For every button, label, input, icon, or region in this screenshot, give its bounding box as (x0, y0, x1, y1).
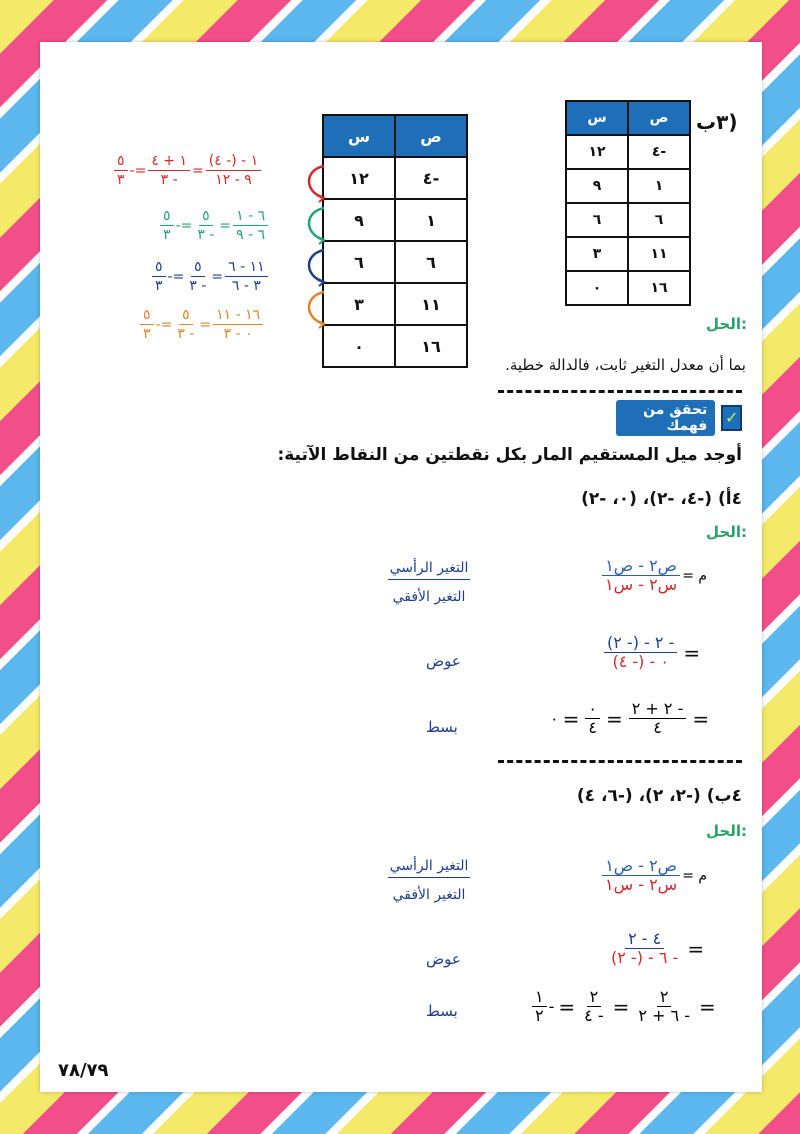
exercise-3b-label: ٣ب) (696, 110, 738, 134)
fraction-denominator: ٤ (588, 718, 597, 737)
q4a-change-ratio (388, 560, 470, 605)
cell: ١٢ (566, 135, 628, 169)
fraction-numerator: ١١ - ٦ (225, 258, 268, 277)
conclusion-text: بما أن معدل التغير ثابت، فالدالة خطية. (505, 356, 746, 374)
fraction-numerator: ص٢ - ص١ (602, 857, 680, 876)
cell: ١ (628, 169, 690, 203)
cell: ٩ (566, 169, 628, 203)
fraction-denominator: ٦ - ٩ (236, 227, 266, 243)
cell: ٤- (395, 157, 467, 199)
fraction-denominator: ٣ (155, 278, 163, 294)
slope-row-2: $\frac{٦ - ١}{٦ - ٩}$ = $\frac{٥}{- ٣}$ = - $\frac{٥}{٣}$ (158, 207, 270, 244)
fraction-numerator: ٥ (191, 258, 205, 277)
table-row (566, 169, 690, 203)
instruction-text: أوجد ميل المستقيم المار بكل نقطتين من النقاط الآتية: (277, 445, 742, 465)
cell: ٤- (628, 135, 690, 169)
fraction-denominator: س٢ - س١ (605, 575, 678, 594)
fraction-denominator: ٩ - ١٢ (215, 172, 252, 188)
fraction-numerator: - ٢ + ٢ (629, 700, 687, 719)
question-points: (-٤، -٢)، (٠، -٢) (581, 489, 713, 509)
fraction-denominator: ٠ - (- ٤) (612, 652, 669, 671)
table-header-y: ص (395, 115, 467, 157)
fraction-denominator: س٢ - س١ (605, 875, 678, 894)
sign: - (167, 268, 173, 285)
slope-row-4: $\frac{١٦ - ١١}{٠ - ٣}$ = $\frac{٥}{- ٣}$ = - $\frac{٥}{٣}$ (138, 306, 265, 343)
simplify-label: بسط (426, 1002, 458, 1020)
fraction-denominator: - ٣ (189, 278, 207, 294)
sign: - (548, 997, 555, 1016)
table-row (323, 241, 467, 283)
vertical-change-label: التغير الرأسي (388, 560, 470, 580)
cell: ٩ (323, 199, 395, 241)
fraction-denominator: ٤ (653, 718, 662, 737)
question-label: ٤ب) (706, 786, 742, 806)
q4b-change-ratio (388, 858, 470, 903)
large-table (322, 114, 468, 368)
fraction-numerator: ١ + ٤ (148, 152, 190, 171)
sign: - (155, 316, 161, 333)
fraction-numerator: ٥ (140, 306, 154, 325)
fraction-denominator: - ٣ (197, 227, 215, 243)
fraction-denominator: - ٦ - (- ٢) (611, 948, 679, 967)
table-header-y: ص (628, 101, 690, 135)
q4b-simplify: = $\frac{٢}{- ٦ + ٢}$ = $\frac{٢}{- ٤}$ = - $\frac{١}{٢}$ (530, 988, 720, 1025)
result-value: ٠ (550, 709, 559, 728)
cell: ٦ (566, 203, 628, 237)
table-row (323, 283, 467, 325)
fraction-denominator: ٠ - ٣ (223, 326, 253, 342)
cell: ١ (395, 199, 467, 241)
slope-symbol: م = (682, 867, 708, 884)
fraction-denominator: - ٦ + ٢ (638, 1006, 690, 1025)
substitute-label: عوض (426, 652, 461, 670)
question-points: (-٢، ٢)، (-٦، ٤) (576, 786, 701, 806)
cell: ٦ (395, 241, 467, 283)
table-row (323, 157, 467, 199)
sign: - (175, 217, 181, 234)
sign: - (129, 162, 135, 179)
checkmark-icon: ✓ (721, 405, 742, 431)
q4a-simplify: = $\frac{- ٢ + ٢}{٤}$ = $\frac{٠}{٤}$ = ٠ (550, 699, 710, 737)
table-row (566, 135, 690, 169)
fraction-denominator: - ٣ (177, 326, 195, 342)
check-banner (616, 404, 742, 432)
simplify-label: بسط (426, 718, 458, 736)
fraction-numerator: ٦ - ١ (233, 207, 268, 226)
q4b-substitute: = $\frac{٤ - ٢}{- ٦ - (- ٢)}$ (606, 930, 708, 967)
fraction-numerator: ص٢ - ص١ (602, 557, 680, 576)
q4b-formula (600, 857, 707, 894)
fraction-denominator: ٢ (535, 1006, 544, 1025)
divider (498, 760, 742, 763)
cell: ٦ (323, 241, 395, 283)
table-row (566, 237, 690, 271)
fraction-denominator: ٣ (143, 326, 151, 342)
arrow-arcs (298, 162, 328, 362)
vertical-change-label: التغير الرأسي (388, 858, 470, 878)
fraction-numerator: ٥ (199, 207, 213, 226)
fraction-numerator: ٠ (585, 700, 600, 719)
q4b-heading (577, 786, 742, 806)
fraction-denominator: ٣ (117, 172, 125, 188)
fraction-numerator: ٤ - ٢ (625, 930, 664, 949)
table-header-x: س (323, 115, 395, 157)
q4a-substitute: = $\frac{- ٢ - (- ٢)}{٠ - (- ٤)}$ (602, 634, 704, 671)
fraction-numerator: ٥ (179, 306, 193, 325)
cell: ١١ (395, 283, 467, 325)
table-row (323, 199, 467, 241)
slope-symbol: م = (682, 567, 708, 584)
small-table (565, 100, 691, 306)
table-row (323, 325, 467, 367)
worksheet-page (40, 42, 762, 1092)
cell: ٠ (566, 271, 628, 305)
page-number: ٧٨/٧٩ (58, 1060, 109, 1081)
slope-row-3: $\frac{١١ - ٦}{٣ - ٦}$ = $\frac{٥}{- ٣}$ = - $\frac{٥}{٣}$ (150, 258, 270, 295)
horizontal-change-label: التغير الأفقي (392, 589, 466, 605)
fraction-numerator: ١ - (- ٤) (206, 152, 261, 171)
horizontal-change-label: التغير الأفقي (392, 887, 466, 903)
q4a-formula (600, 557, 707, 594)
fraction-numerator: ٥ (152, 258, 166, 277)
table-header-x: س (566, 101, 628, 135)
fraction-numerator: - ٢ - (- ٢) (604, 634, 677, 653)
table-row (566, 203, 690, 237)
cell: ١٦ (395, 325, 467, 367)
solution-label: الحل: (706, 315, 747, 333)
fraction-numerator: ٥ (160, 207, 174, 226)
cell: ٣ (323, 283, 395, 325)
fraction-numerator: ٢ (657, 988, 672, 1007)
fraction-denominator: - ٣ (160, 172, 178, 188)
fraction-numerator: ٢ (587, 988, 602, 1007)
fraction-denominator: - ٤ (584, 1006, 604, 1025)
q4a-heading (581, 489, 742, 509)
fraction-numerator: ١٦ - ١١ (213, 306, 263, 325)
solution-label: الحل: (706, 822, 747, 840)
substitute-label: عوض (426, 950, 461, 968)
cell: ١٦ (628, 271, 690, 305)
check-title: تحقق من فهمك (616, 400, 715, 436)
cell: ١٢ (323, 157, 395, 199)
cell: ٠ (323, 325, 395, 367)
fraction-denominator: ٣ - ٦ (231, 278, 261, 294)
cell: ٦ (628, 203, 690, 237)
fraction-numerator: ١ (532, 988, 547, 1007)
slope-row-1: $\frac{١ - (- ٤)}{٩ - ١٢}$ = $\frac{١ + ٤}{- ٣}$ = - $\frac{٥}{٣}$ (112, 152, 263, 189)
cell: ٣ (566, 237, 628, 271)
table-row (566, 271, 690, 305)
fraction-numerator: ٥ (114, 152, 128, 171)
solution-label: الحل: (706, 523, 747, 541)
cell: ١١ (628, 237, 690, 271)
question-label: ٤أ) (718, 489, 742, 509)
divider (498, 390, 742, 393)
fraction-denominator: ٣ (163, 227, 171, 243)
